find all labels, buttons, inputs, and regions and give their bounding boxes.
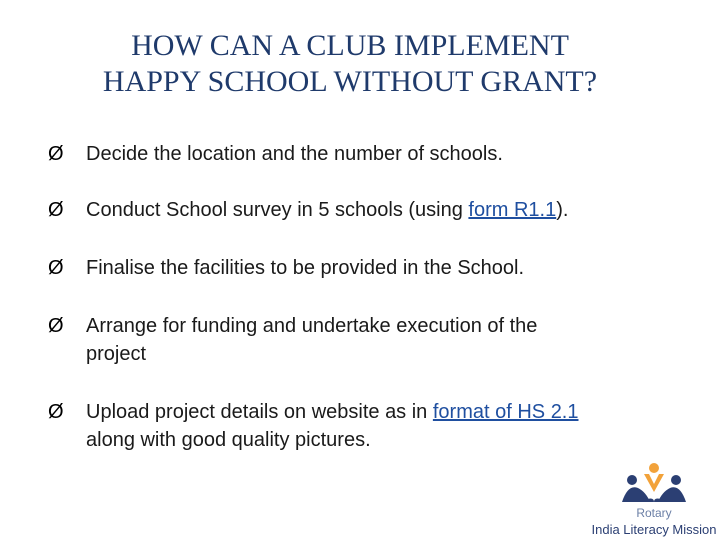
arrow-bullet-icon: Ø <box>48 199 64 221</box>
bullet-text: Decide the location and the number of schools. <box>86 143 503 165</box>
bullet-item <box>48 398 688 454</box>
bullet-text-before: Conduct School survey in 5 schools (using <box>86 199 469 221</box>
form-r1-1-link[interactable]: form R1.1 <box>468 199 557 221</box>
logo-mission-text: India Literacy Mission <box>591 522 717 537</box>
format-hs-2-1-link[interactable]: format of HS 2.1 <box>432 401 579 423</box>
logo-rotary-text: Rotary <box>636 506 672 520</box>
arrow-bullet-icon: Ø <box>48 315 64 337</box>
bullet-text <box>86 196 688 224</box>
slide-title <box>40 28 660 100</box>
arrow-bullet-icon: Ø <box>48 401 64 423</box>
bullet-text-after: ). <box>556 199 569 221</box>
arrow-bullet-icon: Ø <box>48 257 64 279</box>
arrow-bullet-icon: Ø <box>48 143 64 165</box>
rotary-literacy-logo <box>590 462 718 538</box>
bullet-line-2: project <box>86 343 147 365</box>
bullet-line-1: Arrange for funding and undertake execution of the <box>86 315 538 337</box>
bullet-item <box>48 312 688 368</box>
bullet-item <box>48 196 688 224</box>
bullet-text <box>86 312 688 368</box>
bullet-text-before: Upload project details on website as in <box>86 401 433 423</box>
bullet-text: Finalise the facilities to be provided in the School. <box>86 257 525 279</box>
title-line-2: HAPPY SCHOOL WITHOUT GRANT? <box>102 65 598 98</box>
rotary-literacy-figures-icon <box>618 462 690 506</box>
bullet-item <box>48 140 688 168</box>
title-line-1: HOW CAN A CLUB IMPLEMENT <box>131 29 569 62</box>
bullet-text <box>86 398 688 454</box>
bullet-line-2: along with good quality pictures. <box>86 429 371 451</box>
bullet-item <box>48 254 688 282</box>
